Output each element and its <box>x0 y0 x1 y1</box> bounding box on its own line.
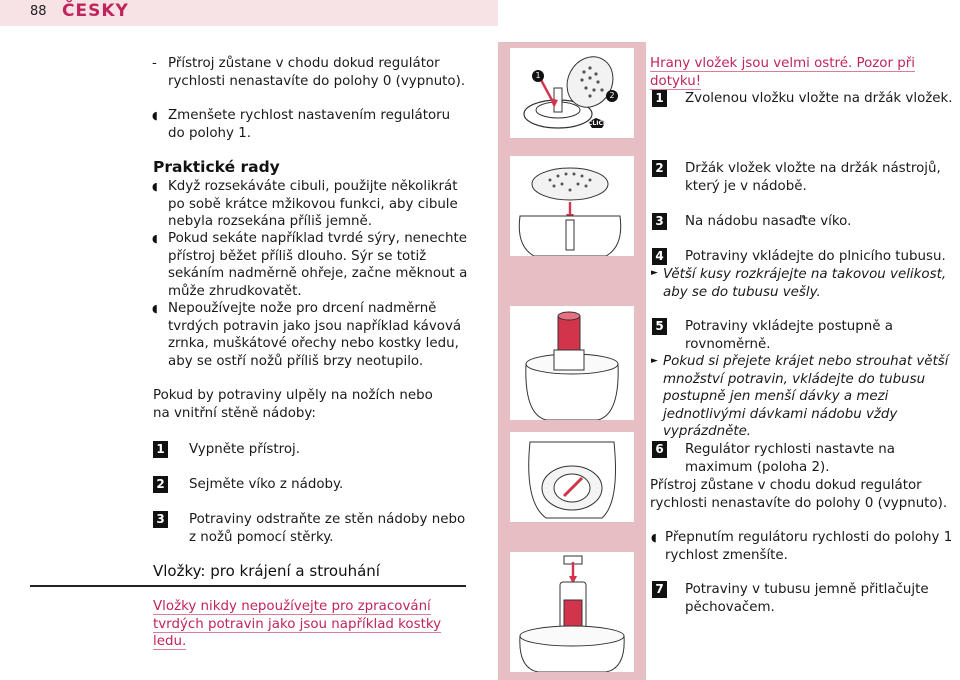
illustration-pusher <box>510 552 634 672</box>
right-step-7: Potraviny v tubusu jemně přitlačujte pěchovačem. <box>685 582 929 615</box>
right-warning <box>650 55 955 90</box>
tip-3: Nepoužívejte nože pro drcení nadměrně tvrdých potravin jako jsou například kávová zrnka, muškátové ořechy nebo kostky ledu, aby se ostří nožů příliš brzy neotupilo. <box>168 301 462 369</box>
step-number-badge: 3 <box>652 213 667 230</box>
callout-1: 1 <box>532 70 544 82</box>
discs-heading: Vložky: pro krájení a strouhání <box>153 562 380 580</box>
right-step-4: Potraviny vkládejte do plnicího tubusu. <box>685 249 946 264</box>
step-number-badge: 6 <box>652 441 667 458</box>
step-number-badge: 5 <box>652 318 667 335</box>
tip-1: Když rozsekáváte cibuli, použijte několikrát po sobě krátce mžikovou funkci, aby cibule nebyla rozsekána příliš jemně. <box>168 179 458 230</box>
bullet-icon: ◖ <box>651 531 657 544</box>
dash-item-text: Přístroj zůstane v chodu dokud regulátor rychlosti nenastavíte do polohy 0 (vypnuto). <box>168 56 466 89</box>
illustration-disc-bowl <box>510 156 634 256</box>
bullet-icon: ◖ <box>152 302 158 315</box>
right-step-6: Regulátor rychlosti nastavte na maximum (poloha 2). <box>685 442 895 475</box>
left-step-2: Sejměte víko z nádoby. <box>189 477 344 492</box>
discs-warning <box>153 598 468 651</box>
note-4: Větší kusy rozkrájejte na takovou velikost, aby se do tubusu vešly. <box>663 267 947 300</box>
right-warning-text: Hrany vložek jsou velmi ostré. Pozor při dotyku! <box>650 56 915 89</box>
click-label: CLICK <box>588 120 608 127</box>
bullet-icon: ◖ <box>152 232 158 245</box>
page-number: 88 <box>30 4 47 19</box>
right-step-5: Potraviny vkládejte postupně a rovnoměrně. <box>685 319 893 352</box>
step-number-badge: 2 <box>153 476 168 493</box>
left-step-1: Vypněte přístroj. <box>189 442 301 457</box>
callout-2: 2 <box>606 90 618 102</box>
section-rule <box>30 585 466 587</box>
bullet-icon: ◖ <box>152 109 158 122</box>
illustration-disc-holder <box>510 48 634 138</box>
illustration-tube-food <box>510 306 634 420</box>
note-triangle-icon: ► <box>651 356 658 366</box>
stuck-food-text: Pokud by potraviny ulpěly na nožích nebo na vnitřní stěně nádoby: <box>153 388 433 421</box>
note-5: Pokud si přejete krájet nebo strouhat větší množství potravin, vkládejte do tubusu postupně jen menší dávky a mezi jednotlivými dávkami nádobu vždy vyprázdněte. <box>663 354 949 440</box>
section-title: ČESKY <box>62 1 129 21</box>
discs-warning-text: Vložky nikdy nepoužívejte pro zpracování tvrdých potravin jako jsou například kostky ledu. <box>153 599 442 650</box>
step-number-badge: 4 <box>652 248 667 265</box>
step-number-badge: 2 <box>652 160 667 177</box>
step-number-badge: 7 <box>652 581 667 598</box>
step-number-badge: 3 <box>153 511 168 528</box>
header-pink-band-right <box>646 0 960 26</box>
right-step-1: Zvolenou vložku vložte na držák vložek. <box>685 91 953 106</box>
bullet-top-text: Zmenšete rychlost nastavením regulátoru do polohy 1. <box>168 108 451 141</box>
dash-marker: - <box>152 56 157 71</box>
illustration-speed-dial <box>510 432 634 522</box>
tips-heading: Praktické rady <box>153 158 280 176</box>
step-number-badge: 1 <box>153 441 168 458</box>
right-step-2: Držák vložek vložte na držák nástrojů, který je v nádobě. <box>685 161 941 194</box>
left-step-3: Potraviny odstraňte ze stěn nádoby nebo z nožů pomocí stěrky. <box>189 512 466 545</box>
right-step-3: Na nádobu nasaďte víko. <box>685 214 852 229</box>
bullet-icon: ◖ <box>152 180 158 193</box>
note-triangle-icon: ► <box>651 268 658 278</box>
step-number-badge: 1 <box>652 90 667 107</box>
right-bullet: Přepnutím regulátoru rychlosti do polohy 1 rychlost zmenšíte. <box>665 530 953 563</box>
right-after-6: Přístroj zůstane v chodu dokud regulátor rychlosti nenastavíte do polohy 0 (vypnuto). <box>650 478 948 511</box>
tip-2: Pokud sekáte například tvrdé sýry, nenechte přístroj běžet příliš dlouho. Sýr se totiž sekáním nadměrně ohřeje, začne měknout a může zhrudkovatět. <box>168 231 468 299</box>
